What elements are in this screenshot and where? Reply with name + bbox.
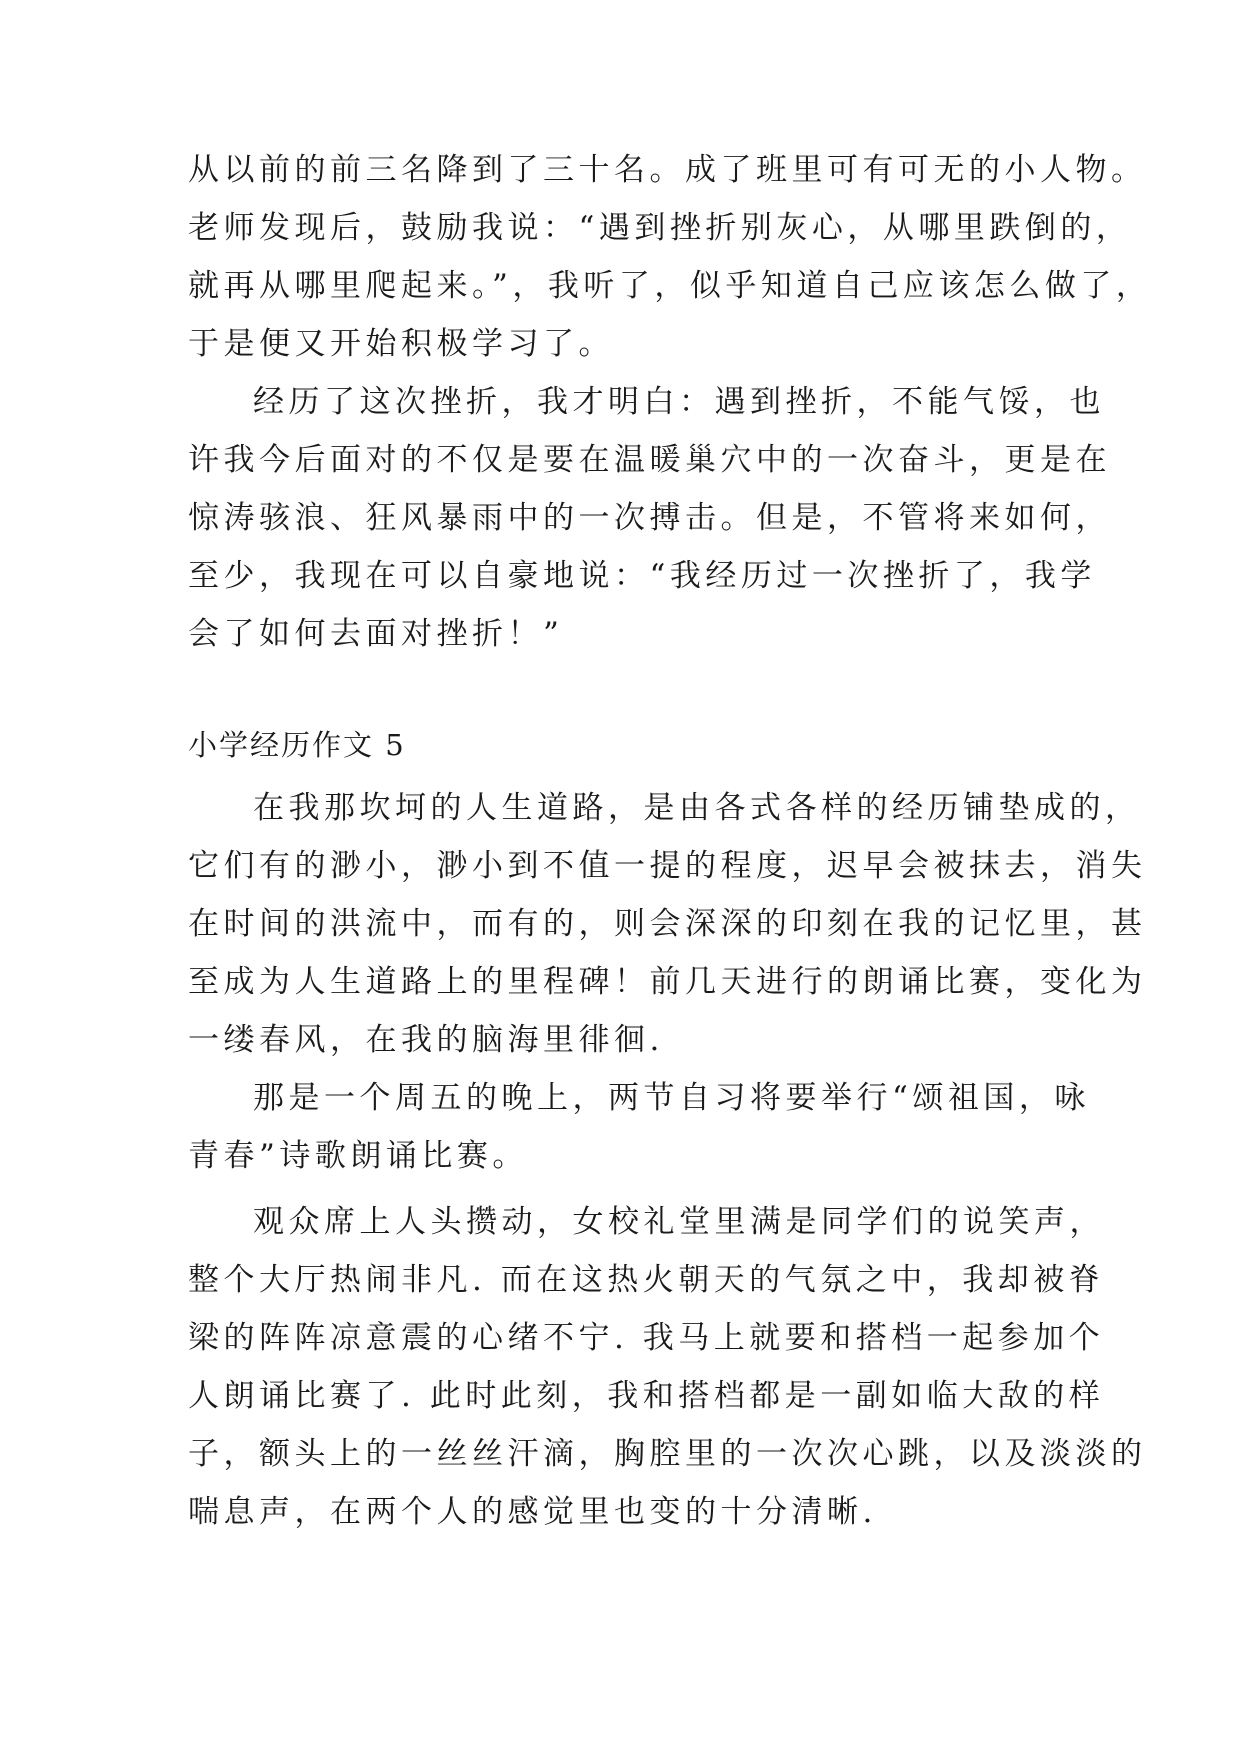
paragraph-line: 至少，我现在可以自豪地说：“我经历过一次挫折了，我学 xyxy=(188,558,1096,594)
paragraph-line: 经历了这次挫折，我才明白：遇到挫折，不能气馁，也 xyxy=(253,384,1105,420)
paragraph-line: 喘息声，在两个人的感觉里也变的十分清晰. xyxy=(188,1494,877,1530)
paragraph-line: 就再从哪里爬起来。”，我听了，似乎知道自己应该怎么做了， xyxy=(188,268,1152,304)
paragraph-line: 在我那坎坷的人生道路，是由各式各样的经历铺垫成的， xyxy=(253,790,1141,826)
paragraph-line: 整个大厅热闹非凡. 而在这热火朝天的气氛之中，我却被脊 xyxy=(188,1262,1105,1298)
paragraph-line: 许我今后面对的不仅是要在温暖巢穴中的一次奋斗，更是在 xyxy=(188,442,1111,478)
paragraph-line: 子，额头上的一丝丝汗滴，胸腔里的一次次心跳，以及淡淡的 xyxy=(188,1436,1147,1472)
paragraph-line: 在时间的洪流中，而有的，则会深深的印刻在我的记忆里，甚 xyxy=(188,906,1147,942)
paragraph-line: 老师发现后，鼓励我说：“遇到挫折别灰心，从哪里跌倒的， xyxy=(188,210,1132,246)
paragraph-line: 至成为人生道路上的里程碑！前几天进行的朗诵比赛，变化为 xyxy=(188,964,1147,1000)
paragraph-line: 人朗诵比赛了. 此时此刻，我和搭档都是一副如临大敌的样 xyxy=(188,1378,1105,1414)
section-heading: 小学经历作文 5 xyxy=(188,728,406,762)
paragraph-line: 那是一个周五的晚上，两节自习将要举行“颂祖国，咏 xyxy=(253,1080,1090,1116)
paragraph-line: 观众席上人头攒动，女校礼堂里满是同学们的说笑声， xyxy=(253,1204,1105,1240)
paragraph-line: 于是便又开始积极学习了。 xyxy=(188,326,614,362)
paragraph-line: 青春”诗歌朗诵比赛。 xyxy=(188,1138,528,1174)
paragraph-line: 梁的阵阵凉意震的心绪不宁. 我马上就要和搭档一起参加个 xyxy=(188,1320,1105,1356)
paragraph-line: 一缕春风，在我的脑海里徘徊. xyxy=(188,1022,664,1058)
paragraph-line: 从以前的前三名降到了三十名。成了班里可有可无的小人物。 xyxy=(188,152,1147,188)
paragraph-line: 它们有的渺小，渺小到不值一提的程度，迟早会被抹去，消失 xyxy=(188,848,1147,884)
paragraph-line: 惊涛骇浪、狂风暴雨中的一次搏击。但是，不管将来如何， xyxy=(188,500,1111,536)
paragraph-line: 会了如何去面对挫折！” xyxy=(188,616,564,652)
